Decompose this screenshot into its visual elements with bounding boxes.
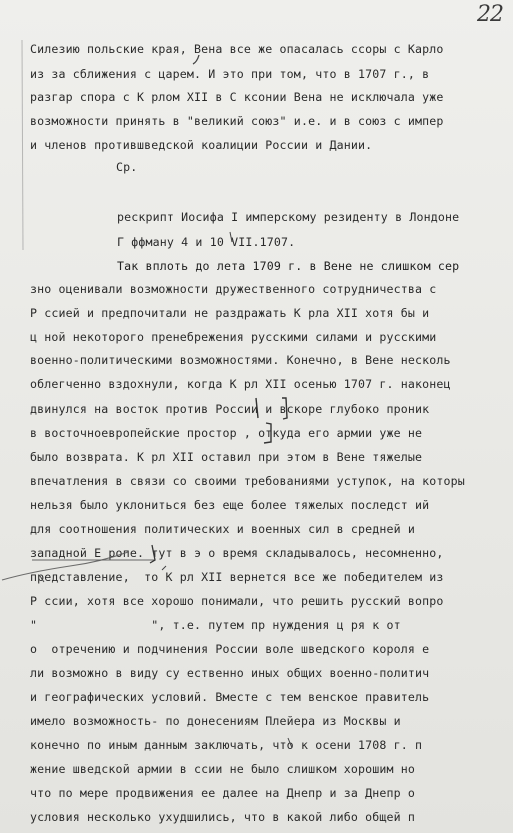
text-line: " ", т.е. путем пр нуждения ц ря к от xyxy=(30,618,401,632)
text-line: и географических условий. Вместе с тем венское правитель xyxy=(30,690,430,704)
text-line: зно оценивали возможности дружественного сотрудничества с xyxy=(30,282,437,296)
text-line: рескрипт Иосифа I имперскому резиденту в Лондоне xyxy=(117,210,460,224)
text-line: о отречению и подчинения России воле шведского короля е xyxy=(30,642,430,656)
text-line: нельзя было уклониться без еще более тяжелых последст ий xyxy=(30,498,430,512)
text-line: для соотношения политических и военных сил в средней и xyxy=(30,522,416,536)
text-line: Ср. xyxy=(116,160,138,174)
text-line: в восточноевропейские простор , откуда его армии уже не xyxy=(30,426,423,440)
text-line: западной Е ропе. тут в э о время складывалось, несомненно, xyxy=(30,546,444,560)
text-line: Р ссией и предпочитали не раздражать К рла XII хотя бы и xyxy=(30,306,430,320)
text-line: из за сближения с царем. И это при том, что в 1707 г., в xyxy=(30,67,430,81)
text-line: возможности принять в "великий союз" и.е. и в союз с импер xyxy=(30,114,444,128)
text-line: облегченно вздохнули, когда К рл XII осенью 1707 г. наконец xyxy=(30,377,451,391)
text-line: Г ффману 4 и 10 VII.1707. xyxy=(117,235,296,249)
text-line: конечно по иным данным заключать, что к осени 1708 г. п xyxy=(30,738,423,752)
text-line: что по мере продвижения ее далее на Днепр и за Днепр о xyxy=(30,786,416,800)
text-line: ц ной некоторого пренебрежения русскими силами и русскими xyxy=(30,330,437,344)
text-line: было возврата. К рл XII оставил при этом в Вене тяжелые xyxy=(30,450,423,464)
text-line: представление, то К рл XII вернется все же победителем из xyxy=(30,570,444,584)
text-line: впечатления в связи со своими требованиями уступок, на которы xyxy=(30,474,465,488)
text-line: разгар спора с К рлом XII в С ксонии Вена не исключала уже xyxy=(30,90,444,104)
text-line: ли возможно в виду су ественно иных общих военно-политич xyxy=(30,666,430,680)
text-line: двинулся на восток против России и вскоре глубоко проник xyxy=(30,402,430,416)
text-line: Р ссии, хотя все хорошо понимали, что решить русский вопро xyxy=(30,594,444,608)
text-line: Так вплоть до лета 1709 г. в Вене не слишком сер xyxy=(117,259,460,273)
text-line: жение шведской армии в ссии не было слишком хорошим но xyxy=(30,762,416,776)
text-line: военно-политическими возможностями. Конечно, в Вене несколь xyxy=(30,353,451,367)
page-number: 22 xyxy=(477,2,503,27)
text-line: и членов протившведской коалиции России и Дании. xyxy=(30,138,373,152)
text-line: имело возможность- по донесениям Плейера из Москвы и xyxy=(30,714,401,728)
text-line: Силезию польские края, Вена все же опасалась ссоры с Карло xyxy=(30,42,444,56)
text-line: условия несколько ухудшились, что в какой либо общей п xyxy=(30,810,416,824)
